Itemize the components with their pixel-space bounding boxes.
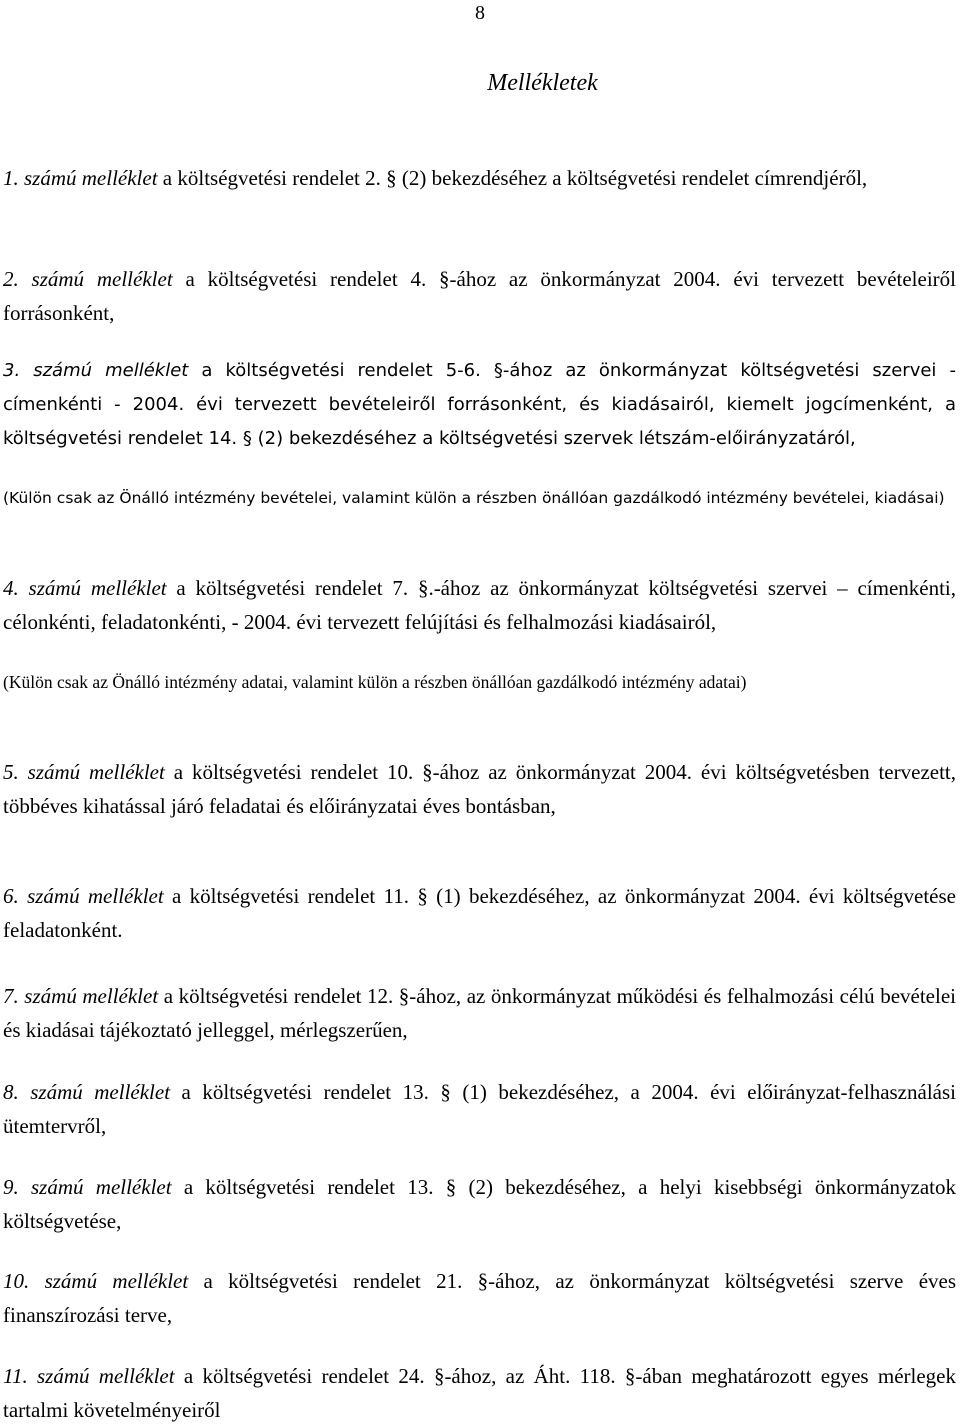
- annex-item-9: [3, 1170, 956, 1238]
- annex-item-4: [3, 571, 956, 639]
- annex-description: a költségvetési rendelet 7. §.-ához az önkormányzat költségvetési szervei – címenkénti, célonkénti, feladatonkénti, - 2004. évi tervezett felújítási és felhalmozási kiadásairól,: [3, 576, 957, 634]
- annex-note-3: (Külön csak az Önálló intézmény bevételei, valamint külön a részben önállóan gazdálkodó intézmény bevételei, kiadásai): [3, 489, 945, 507]
- annex-description: a költségvetési rendelet 12. §-ához, az önkormányzat működési és felhalmozási célú bevételei és kiadásai tájékoztató jelleggel, mérlegszerűen,: [3, 984, 956, 1042]
- annex-item-10: [3, 1264, 956, 1332]
- annex-item-3: [3, 354, 956, 456]
- annex-number: 5. számú melléklet: [3, 760, 165, 784]
- annex-item-6: [3, 879, 956, 947]
- annex-number: 10. számú melléklet: [3, 1269, 189, 1293]
- page-number: 8: [475, 2, 485, 24]
- annex-description: a költségvetési rendelet 13. § (2) bekezdéséhez, a helyi kisebbségi önkormányzatok költségvetése,: [3, 1175, 957, 1233]
- annex-description: a költségvetési rendelet 13. § (1) bekezdéséhez, a 2004. évi előirányzat-felhasználási ütemtervről,: [3, 1080, 956, 1138]
- annex-note-4: (Külön csak az Önálló intézmény adatai, valamint külön a részben önállóan gazdálkodó intézmény adatai): [3, 672, 747, 692]
- page-title: Mellékletek: [487, 70, 598, 96]
- annex-number: 3. számú melléklet: [3, 360, 189, 381]
- annex-number: 8. számú melléklet: [3, 1080, 171, 1104]
- annex-description: a költségvetési rendelet 4. §-ához az önkormányzat 2004. évi tervezett bevételeiről forrásonként,: [3, 267, 957, 325]
- annex-number: 9. számú melléklet: [3, 1175, 172, 1199]
- annex-item-8: [3, 1075, 956, 1143]
- annex-description: a költségvetési rendelet 24. §-ához, az Áht. 118. §-ában meghatározott egyes mérlegek tartalmi követelményeiről: [3, 1364, 956, 1422]
- annex-description: a költségvetési rendelet 10. §-ához az önkormányzat 2004. évi költségvetésben tervezett, többéves kihatással járó feladatai és előirányzatai éves bontásban,: [3, 760, 957, 818]
- annex-number: 11. számú melléklet: [3, 1364, 175, 1388]
- annex-description: a költségvetési rendelet 5-6. §-ához az önkormányzat költségvetési szervei - címenkénti - 2004. évi tervezett bevételeiről forrásonként, és kiadásairól, kiemelt jogcímenként, a költségvetési rendelet 14. § (2) bekezdéséhez a költségvetési szervek létszám-előirányzatáról,: [3, 360, 956, 449]
- annex-description: a költségvetési rendelet 2. § (2) bekezdéséhez a költségvetési rendelet címrendjéről,: [157, 166, 868, 190]
- annex-item-1: [3, 161, 956, 195]
- annex-number: 6. számú melléklet: [3, 884, 164, 908]
- annex-number: 4. számú melléklet: [3, 576, 167, 600]
- annex-number: 7. számú melléklet: [3, 984, 159, 1008]
- annex-number: 1. számú melléklet: [3, 166, 158, 190]
- annex-item-5: [3, 755, 956, 823]
- annex-number: 2. számú melléklet: [3, 267, 173, 291]
- annex-description: a költségvetési rendelet 21. §-ához, az önkormányzat költségvetési szerve éves finanszírozási terve,: [3, 1269, 957, 1327]
- annex-description: a költségvetési rendelet 11. § (1) bekezdéséhez, az önkormányzat 2004. évi költségvetése feladatonként.: [3, 884, 956, 942]
- annex-item-7: [3, 979, 956, 1047]
- annex-item-2: [3, 262, 956, 330]
- annex-item-11: [3, 1359, 956, 1427]
